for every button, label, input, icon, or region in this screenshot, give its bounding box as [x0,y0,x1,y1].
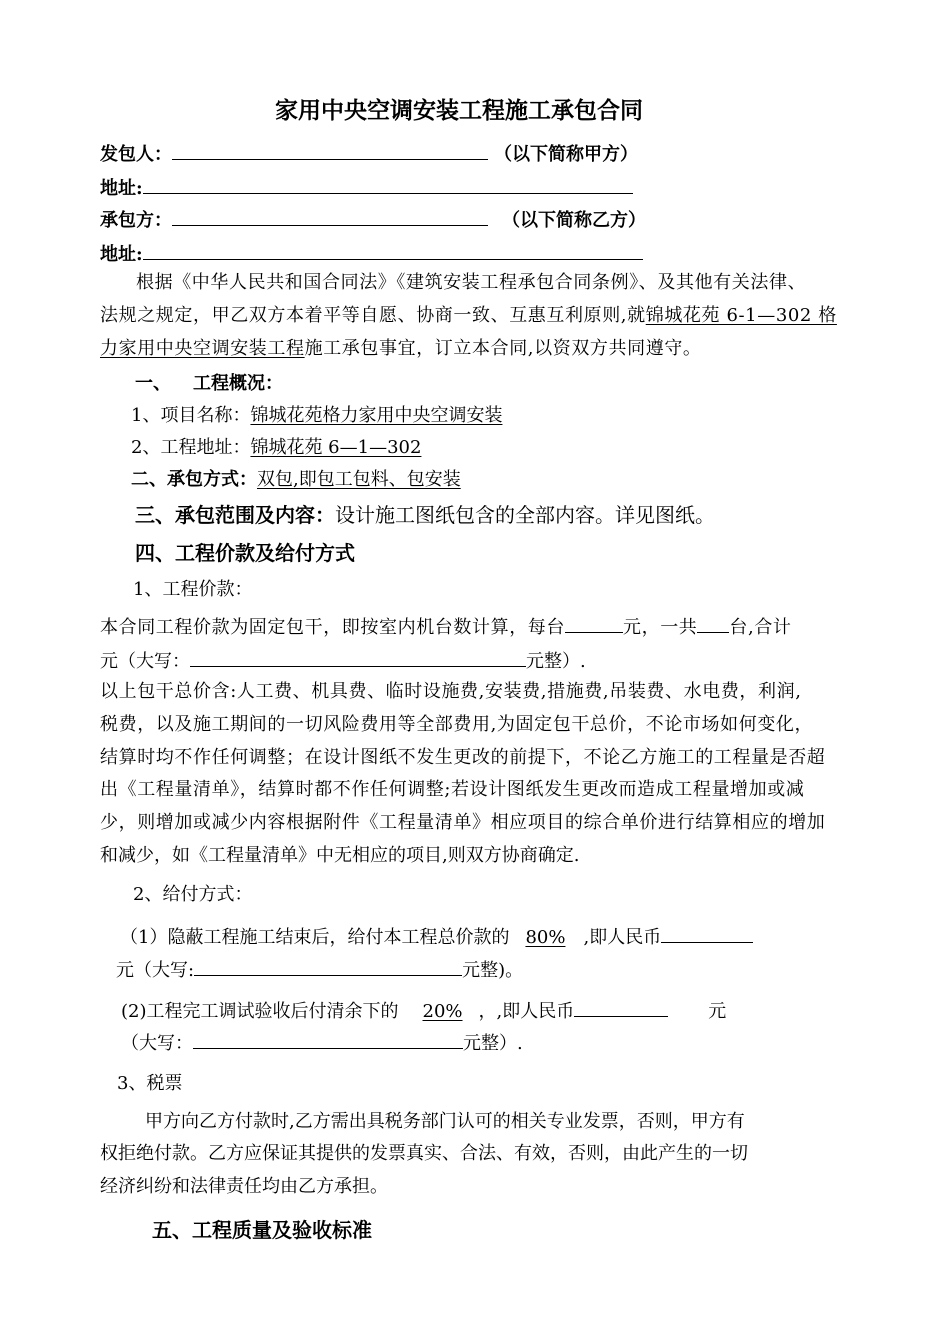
payment-2-percent: 20% [422,1001,463,1022]
project-address-line [131,435,421,461]
project-address-value: 锦城花苑 6—1—302 [250,437,422,458]
payment-2-text-c: （大写： [121,1033,193,1054]
project-address-label: 2、工程地址： [131,437,251,458]
unit-count-blank[interactable] [697,612,729,633]
payment-2-line-2 [121,1028,523,1057]
section-5-title: 五、工程质量及验收标准 [152,1218,372,1242]
party-b-note: （以下简称乙方） [502,210,646,231]
address-label: 地址: [100,244,143,265]
payment-1-words-blank[interactable] [194,955,462,976]
price-text-b: 元，一共 [623,617,698,638]
intro-text: 法规之规定，甲乙双方本着平等自愿、协商一致、互惠互利原则,就 [100,305,646,326]
payment-2-yuan: 元 [708,1001,727,1022]
tax-line-1: 甲方向乙方付款时,乙方需出具税务部门认可的相关专业发票，否则，甲方有 [145,1111,745,1132]
payment-1-percent: 80% [525,927,566,948]
payment-2-text-b: ，,即人民币 [478,1001,575,1022]
price-subheading: 1、工程价款： [133,579,253,600]
party-a-note: （以下简称甲方） [494,144,638,165]
price-includes-line-1: 以上包干总价含:人工费、机具费、临时设施费,安装费,措施费,吊装费、水电费，利润, [100,681,802,702]
intro-line-3 [100,336,702,362]
price-text-e: 元整）. [526,651,586,672]
unit-price-blank[interactable] [565,612,623,633]
price-line-1 [100,612,792,641]
section-3-line [135,502,715,528]
payment-1-text-a: （1）隐蔽工程施工结束后，给付本工程总价款的 [120,927,510,948]
total-amount-words-blank[interactable] [190,646,526,667]
party-b-blank[interactable] [172,205,488,226]
price-line-2 [100,646,586,675]
price-text-a: 本合同工程价款为固定包干，即按室内机台数计算，每台 [100,617,565,638]
payment-2-words-blank[interactable] [193,1028,463,1049]
payment-2-text-d: 元整）. [463,1033,523,1054]
section-1-title: 工程概况： [193,373,283,394]
intro-line-1: 根据《中华人民共和国合同法》《建筑安装工程承包合同条例》、及其他有关法律、 [136,272,807,293]
party-a-blank[interactable] [172,139,488,160]
party-b-label: 承包方： [100,210,172,231]
intro-line-2 [100,303,837,329]
tax-line-2: 权拒绝付款。乙方应保证其提供的发票真实、合法、有效，否则，由此产生的一切 [100,1143,748,1164]
section-1-heading [135,371,283,397]
payment-1-text-c: 元（大写: [116,960,195,981]
price-includes-line-6: 和减少，如《工程量清单》中无相应的项目,则双方协商确定. [100,845,580,866]
project-name-underlined-cont: 力家用中央空调安装工程 [100,338,305,359]
payment-subheading: 2、给付方式： [133,884,253,905]
intro-text-end: 施工承包事宜，订立本合同,以资双方共同遵守。 [304,338,702,359]
price-text-c: 台,合计 [729,617,792,638]
section-3-value: 设计施工图纸包含的全部内容。详见图纸。 [335,503,715,527]
payment-2-line-1 [121,996,726,1025]
payment-2-amount-blank[interactable] [574,996,668,1017]
payment-1-amount-blank[interactable] [661,922,753,943]
section-3-label: 三、承包范围及内容： [135,503,335,527]
payment-1-line-1 [120,922,753,951]
document-title: 家用中央空调安装工程施工承包合同 [275,97,643,124]
payment-1-text-d: 元整)。 [462,960,524,981]
party-a-label: 发包人： [100,144,172,165]
project-name-line [131,403,502,429]
party-a-address-blank[interactable] [143,173,633,194]
section-2-value: 双包,即包工包料、包安装 [257,469,461,490]
section-1-number: 一、 [135,373,171,394]
party-a-line [100,139,638,168]
tax-subheading: 3、税票 [117,1073,183,1094]
party-a-address-line [100,173,633,202]
section-4-title: 四、工程价款及给付方式 [135,541,355,565]
payment-2-text-a: (2)工程完工调试验收后付清余下的 [121,1001,399,1022]
project-name-underlined: 锦城花苑 6-1—302 格 [645,305,837,326]
section-2-label: 二、承包方式： [131,469,257,490]
price-includes-line-3: 结算时均不作任何调整；在设计图纸不发生更改的前提下，不论乙方施工的工程量是否超 [100,747,826,768]
party-b-address-line [100,239,643,268]
project-name-label: 1、项目名称： [131,405,251,426]
price-includes-line-2: 税费，以及施工期间的一切风险费用等全部费用,为固定包干总价，不论市场如何变化， [100,714,814,735]
price-text-d: 元（大写： [100,651,190,672]
address-label: 地址: [100,178,143,199]
tax-line-3: 经济纠纷和法律责任均由乙方承担。 [100,1176,388,1197]
party-b-address-blank[interactable] [143,239,643,260]
section-2-line [131,467,461,493]
payment-1-line-2 [116,955,523,984]
payment-1-text-b: ,即人民币 [583,927,662,948]
price-includes-line-5: 少，则增加或减少内容根据附件《工程量清单》相应项目的综合单价进行结算相应的增加 [100,812,826,833]
project-name-value: 锦城花苑格力家用中央空调安装 [250,405,503,426]
party-b-line [100,205,646,234]
price-includes-line-4: 出《工程量清单》，结算时都不作任何调整;若设计图纸发生更改而造成工程量增加或减 [100,779,805,800]
